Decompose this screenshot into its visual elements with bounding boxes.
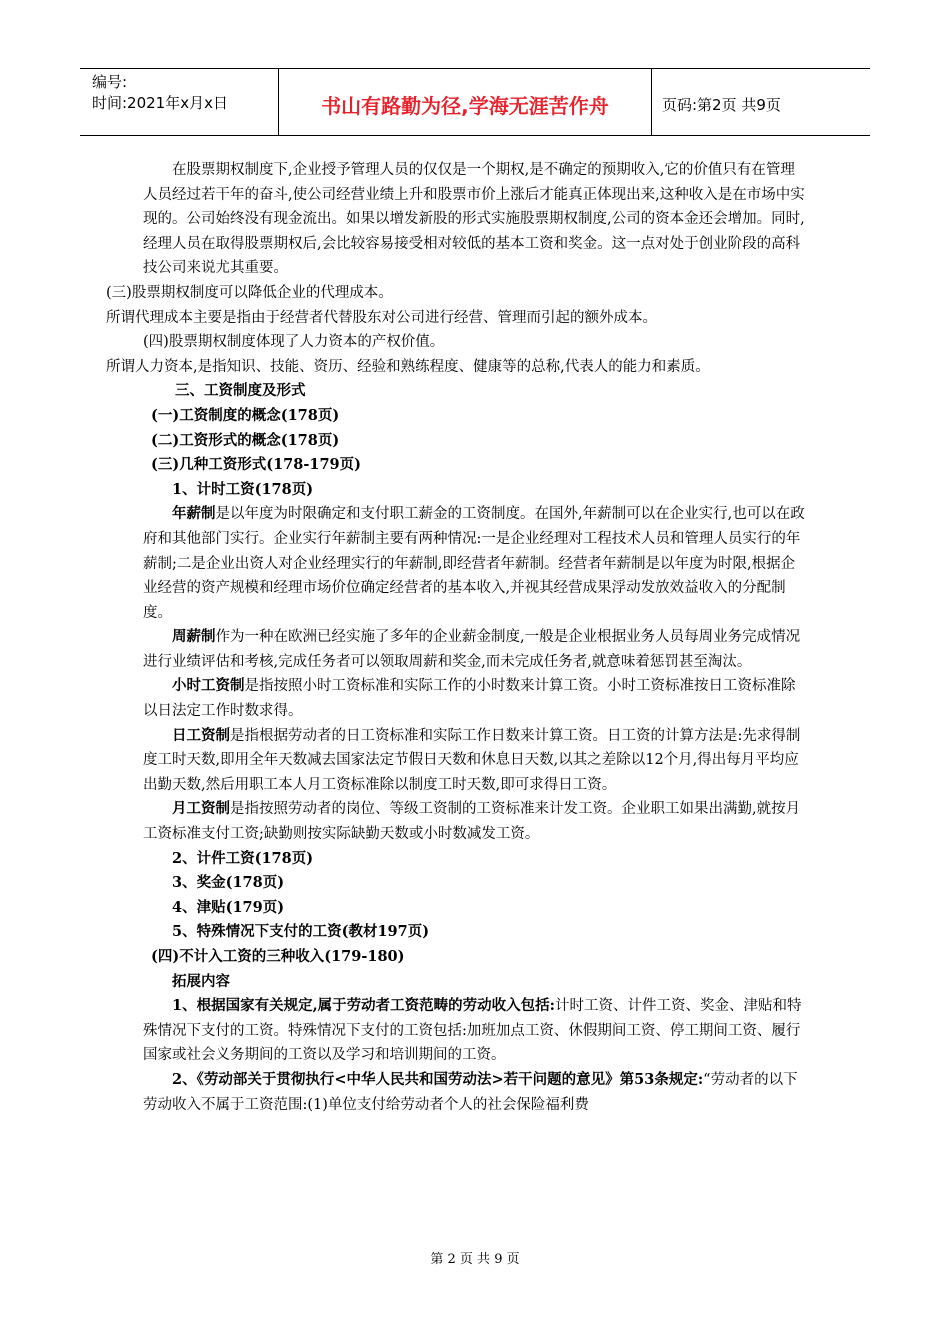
paragraph-human-capital: 所谓人力资本,是指知识、技能、资历、经验和熟练程度、健康等的总称,代表人的能力和素质。 bbox=[106, 358, 710, 375]
text-monthly-wage: 是指按照劳动者的岗位、等级工资制的工资标准来计发工资。企业职工如果出满勤,就按月工资标准支付工资;缺勤则按实际缺勤天数或小时数减发工资。 bbox=[143, 801, 801, 843]
term-annual-salary: 年薪制 bbox=[172, 505, 216, 523]
paragraph-extension-2 bbox=[143, 1068, 808, 1117]
term-weekly-salary: 周薪制 bbox=[172, 628, 216, 646]
text-weekly-salary: 作为一种在欧洲已经实施了多年的企业薪金制度,一般是企业根据业务人员每周业务完成情况进行业绩评估和考核,完成任务者可以领取周薪和奖金,而未完成任务者,就意味着惩罚甚至淘汰。 bbox=[143, 629, 801, 670]
header-page-code: 页码:第2页 共9页 bbox=[662, 96, 781, 114]
header-meta-cell bbox=[80, 69, 279, 135]
section-heading-wage-system: 三、工资制度及形式 bbox=[175, 382, 306, 400]
document-body bbox=[106, 158, 808, 1117]
extension-1-lead: 1、根据国家有关规定,属于劳动者工资范畴的劳动收入包括: bbox=[172, 997, 555, 1015]
document-time-label: 时间:2021年x月x日 bbox=[92, 94, 228, 112]
text-annual-salary: 是以年度为时限确定和支付职工薪金的工资制度。在国外,年薪制可以在企业实行,也可以在政府和其他部门实行。企业实行年薪制主要有两种情况:一是企业经理对工程技术人员和管理人员实行的年薪制;二是企业出资人对企业经理实行的年薪制,即经营者年薪制。经营者年薪制是以年度为时限,根据企业经营的资产规模和经理市场价位确定经营者的基本收入,并视其经营成果浮动发放效益收入的分配制度。 bbox=[143, 506, 805, 621]
term-daily-wage: 日工资制 bbox=[172, 726, 230, 744]
extension-2-text: “劳动者的以下劳动收入不属于工资范围:(1)单位支付给劳动者个人的社会保险福利费 bbox=[143, 1071, 798, 1113]
heading-human-capital: (四)股票期权制度体现了人力资本的产权价值。 bbox=[143, 334, 445, 351]
heading-bonus: 3、奖金(178页) bbox=[172, 874, 285, 892]
heading-piece-wage: 2、计件工资(178页) bbox=[172, 849, 314, 867]
paragraph-monthly-wage bbox=[143, 797, 808, 846]
paragraph-agency-cost: 所谓代理成本主要是指由于经营者代替股东对公司进行经营、管理而引起的额外成本。 bbox=[106, 309, 657, 326]
extension-2-lead: 2、《劳动部关于贯彻执行<中华人民共和国劳动法>若干问题的意见》第53条规定: bbox=[172, 1070, 704, 1088]
header-motto: 书山有路勤为径,学海无涯苦作舟 bbox=[321, 94, 609, 118]
header-motto-cell bbox=[279, 69, 652, 135]
text-hourly-wage: 是指按照小时工资标准和实际工作的小时数来计算工资。小时工资标准按日工资标准除以日法定工作时数求得。 bbox=[143, 678, 796, 720]
paragraph-hourly-wage bbox=[143, 674, 808, 723]
heading-non-wage-income: (四)不计入工资的三种收入(179-180) bbox=[151, 948, 405, 965]
text-daily-wage: 是指根据劳动者的日工资标准和实际工作日数来计算工资。日工资的计算方法是:先求得制度工时天数,即用全年天数减去国家法定节假日天数和休息日天数,以其之差除以12个月,得出每月平均应出勤天数,然后用职工本人月工资标准除以制度工时天数,即可求得日工资。 bbox=[143, 727, 801, 793]
heading-extension: 拓展内容 bbox=[172, 972, 230, 990]
page-footer: 第 2 页 共 9 页 bbox=[430, 1252, 520, 1267]
paragraph-stock-option: 在股票期权制度下,企业授予管理人员的仅仅是一个期权,是不确定的预期收入,它的价值只有在管理人员经过若干年的奋斗,使公司经营业绩上升和股票市价上涨后才能真正体现出来,这种收入是在市场中实现的。公司始终没有现金流出。如果以增发新股的形式实施股票期权制度,公司的资本金还会增加。同时,经理人员在取得股票期权后,会比较容易接受相对较低的基本工资和奖金。这一点对处于创业阶段的高科技公司来说尤其重要。 bbox=[143, 162, 805, 277]
extension-1-text: 计时工资、计件工资、奖金、津贴和特殊情况下支付的工资。特殊情况下支付的工资包括:加班加点工资、休假期间工资、停工期间工资、履行国家或社会义务期间的工资以及学习和培训期间的工资。 bbox=[143, 998, 802, 1064]
paragraph-weekly-salary bbox=[143, 625, 808, 674]
heading-allowance: 4、津贴(179页) bbox=[172, 898, 285, 916]
heading-wage-form-concept: (二)工资形式的概念(178页) bbox=[151, 431, 340, 449]
paragraph-extension-1 bbox=[143, 994, 808, 1068]
page-header bbox=[80, 68, 870, 136]
heading-time-wage: 1、计时工资(178页) bbox=[172, 480, 314, 498]
heading-wage-forms: (三)几种工资形式(178-179页) bbox=[151, 456, 361, 474]
term-hourly-wage: 小时工资制 bbox=[172, 677, 245, 695]
heading-agency-cost: (三)股票期权制度可以降低企业的代理成本。 bbox=[106, 284, 393, 301]
document-number-label: 编号: bbox=[92, 73, 128, 91]
term-monthly-wage: 月工资制 bbox=[172, 800, 230, 818]
header-page-cell bbox=[652, 69, 870, 135]
paragraph-annual-salary bbox=[143, 502, 808, 625]
heading-special-wage: 5、特殊情况下支付的工资(教材197页) bbox=[172, 923, 430, 941]
paragraph-daily-wage bbox=[143, 724, 808, 798]
heading-wage-system-concept: (一)工资制度的概念(178页) bbox=[151, 406, 340, 424]
